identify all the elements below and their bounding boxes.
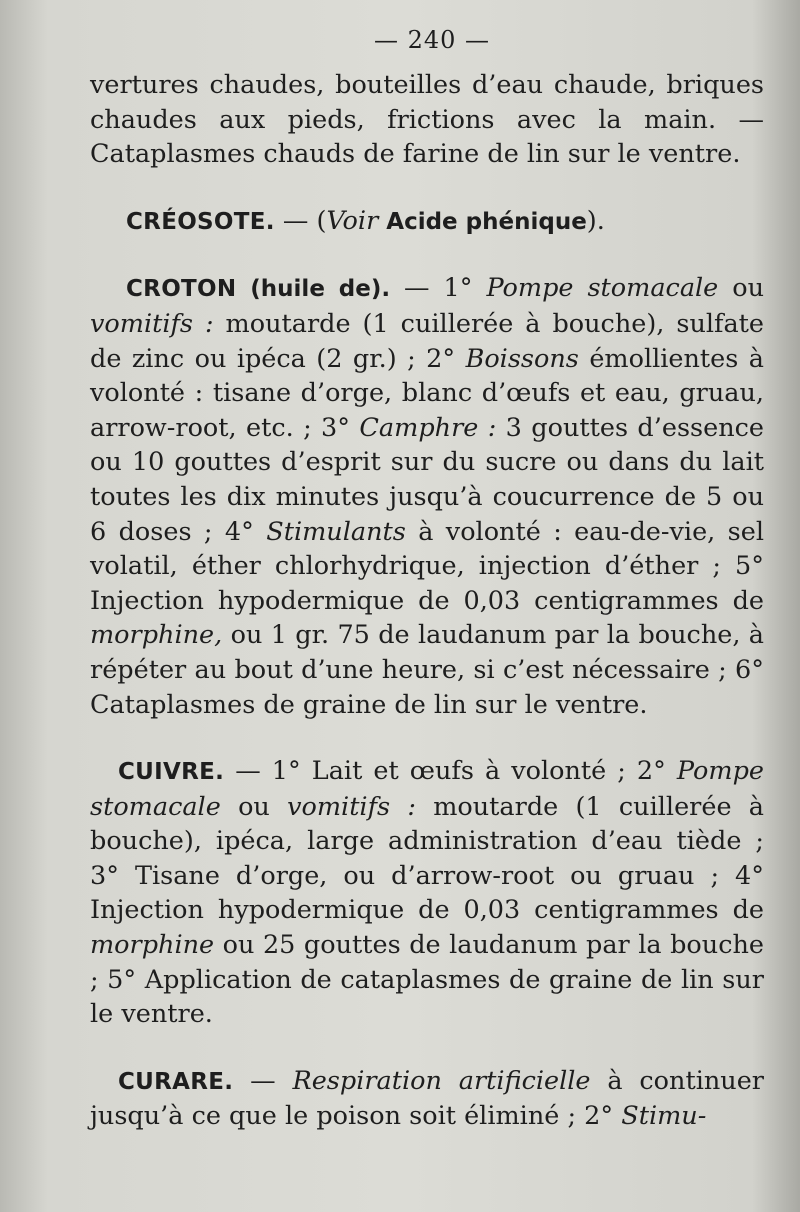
entry-text: —: [233, 1065, 293, 1096]
entry-italic: Boissons: [465, 343, 579, 374]
entry-text: ou 1 gr. 75 de laudanum par la bouche, à répéter au bout d’une heure, si c’est nécessaire ; 6° Cataplasmes de graine de lin sur le ventre.: [90, 620, 764, 720]
entry-italic: Pompe stomacale: [486, 273, 719, 304]
entry-italic: Stimulants: [266, 516, 406, 547]
entry-text: — 1° Lait et œufs à volonté ; 2°: [224, 756, 677, 787]
entry-cuivre: [90, 754, 764, 1032]
entry-italic: Stimu-: [621, 1101, 707, 1132]
cross-reference: Acide phénique: [378, 208, 587, 235]
entry-text: à volonté : eau-de-vie, sel volatil, éther chlorhydrique, injection d’éther ; 5° Injection hypodermique de 0,03 centigrammes de: [90, 516, 764, 616]
entry-italic: morphine,: [90, 620, 223, 651]
entry-curare: [90, 1064, 764, 1134]
entry-text: ).: [586, 205, 605, 236]
entry-text: émollientes à volonté : tisane d’orge, blanc d’œufs et eau, gruau, arrow-root, etc. ; 3°: [90, 343, 764, 443]
entry-heading-sub: (huile de).: [236, 276, 391, 303]
entry-italic: Respiration artificielle: [292, 1065, 591, 1096]
entry-creosote: [90, 204, 764, 240]
paragraph-text: vertures chaudes, bouteilles d’eau chaude, briques chaudes aux pieds, frictions avec la main. — Cataplasmes chauds de farine de lin sur le ventre.: [90, 70, 764, 170]
entry-text: ou: [220, 791, 288, 822]
entry-italic: Voir: [326, 205, 379, 236]
entry-text: moutarde (1 cuillerée à bouche), ipéca, large administration d’eau tiède ; 3° Tisane d’orge, ou d’arrow-root ou gruau ; 4° Injection hypodermique de 0,03 centigrammes de: [90, 791, 764, 926]
entry-italic: Camphre :: [359, 412, 497, 443]
page-number: — 240 —: [373, 26, 491, 54]
entry-italic: morphine: [90, 930, 215, 961]
entry-text: à continuer jusqu’à ce que le poison soit éliminé ; 2°: [90, 1065, 764, 1132]
entry-italic: vomitifs :: [90, 308, 214, 339]
entry-text: moutarde (1 cuillerée à bouche), sulfate de zinc ou ipéca (2 gr.) ; 2°: [90, 308, 765, 374]
entry-heading: CUIVRE.: [118, 759, 225, 786]
entry-italic: Pompe stomacale: [90, 756, 764, 822]
entry-heading: CROTON: [126, 276, 237, 303]
entry-text: — (: [274, 205, 327, 236]
paragraph-continuation: [90, 68, 764, 172]
entry-heading: CURARE.: [118, 1068, 234, 1095]
entry-croton: [90, 271, 764, 722]
entry-heading: CRÉOSOTE.: [126, 208, 275, 235]
entry-text: ou 25 gouttes de laudanum par la bouche ; 5° Application de cataplasmes de graine de lin sur le ventre.: [90, 930, 764, 1030]
entry-italic: vomitifs :: [287, 791, 416, 822]
entry-text: — 1°: [390, 273, 487, 304]
entry-text: 3 gouttes d’essence ou 10 gouttes d’esprit sur du sucre ou dans du lait toutes les dix minutes jusqu’à coucurrence de 5 ou 6 doses ; 4°: [90, 412, 765, 547]
entry-text: ou: [718, 273, 764, 304]
